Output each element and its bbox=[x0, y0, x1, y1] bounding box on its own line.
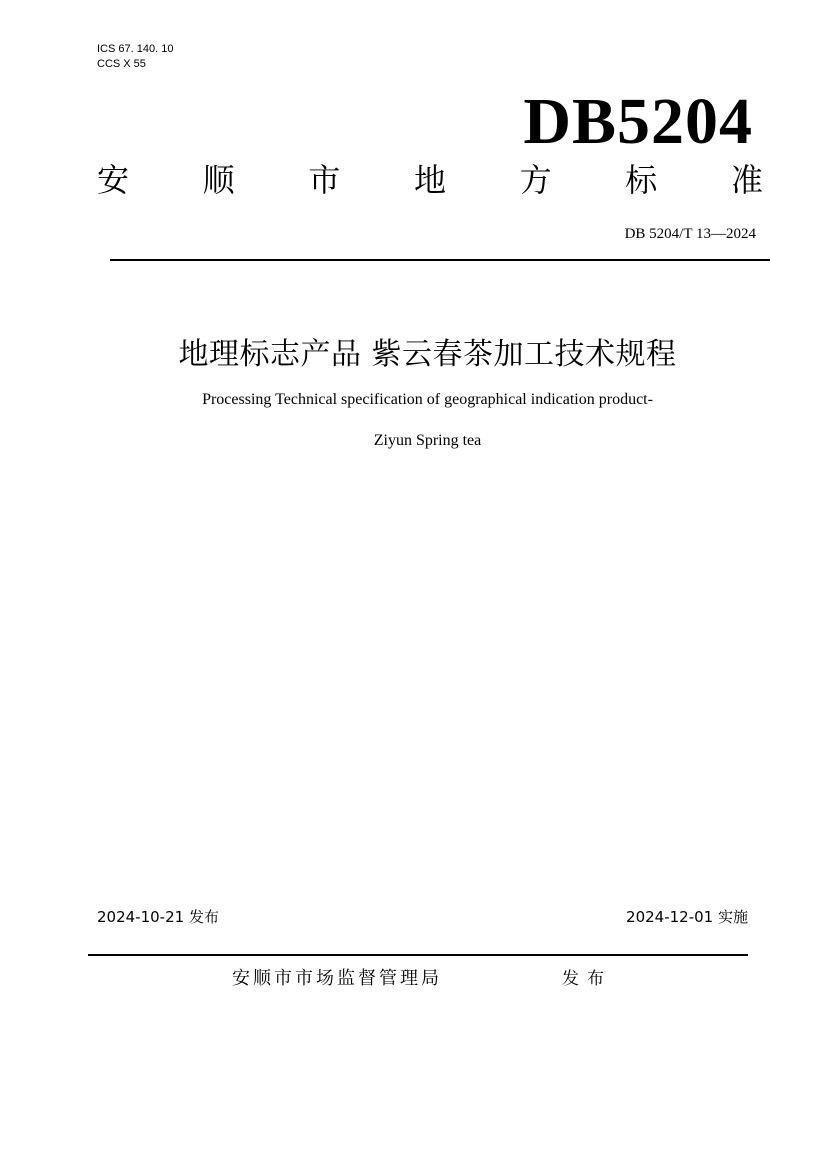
standard-type bbox=[97, 158, 763, 202]
issue-date: 2024-10-21 发布 bbox=[97, 908, 219, 926]
publisher-name: 安顺市市场监督管理局 bbox=[232, 968, 442, 989]
standard-type-char: 安 bbox=[97, 161, 130, 199]
document-title-en-line1: Processing Technical specification of geographical indication product- bbox=[202, 391, 653, 408]
standard-type-char: 市 bbox=[308, 161, 341, 199]
document-title-cn: 地理标志产品 紫云春茶加工技术规程 bbox=[178, 337, 677, 372]
standard-number: DB 5204/T 13—2024 bbox=[624, 226, 756, 242]
standard-type-char: 方 bbox=[519, 161, 552, 199]
header-divider bbox=[110, 259, 770, 261]
classification-codes bbox=[97, 42, 297, 72]
ccs-code: CCS X 55 bbox=[97, 58, 146, 70]
db-code: DB5204 bbox=[523, 85, 753, 158]
publish-label: 发布 bbox=[562, 969, 612, 989]
implementation-date: 2024-12-01 实施 bbox=[626, 908, 748, 926]
document-title-en-line2: Ziyun Spring tea bbox=[373, 432, 482, 449]
footer-divider bbox=[88, 954, 748, 956]
standard-type-char: 准 bbox=[730, 161, 763, 199]
ics-code: ICS 67. 140. 10 bbox=[97, 43, 174, 55]
standard-type-char: 地 bbox=[413, 161, 446, 199]
standard-type-char: 标 bbox=[625, 161, 658, 199]
standard-type-char: 顺 bbox=[202, 161, 235, 199]
